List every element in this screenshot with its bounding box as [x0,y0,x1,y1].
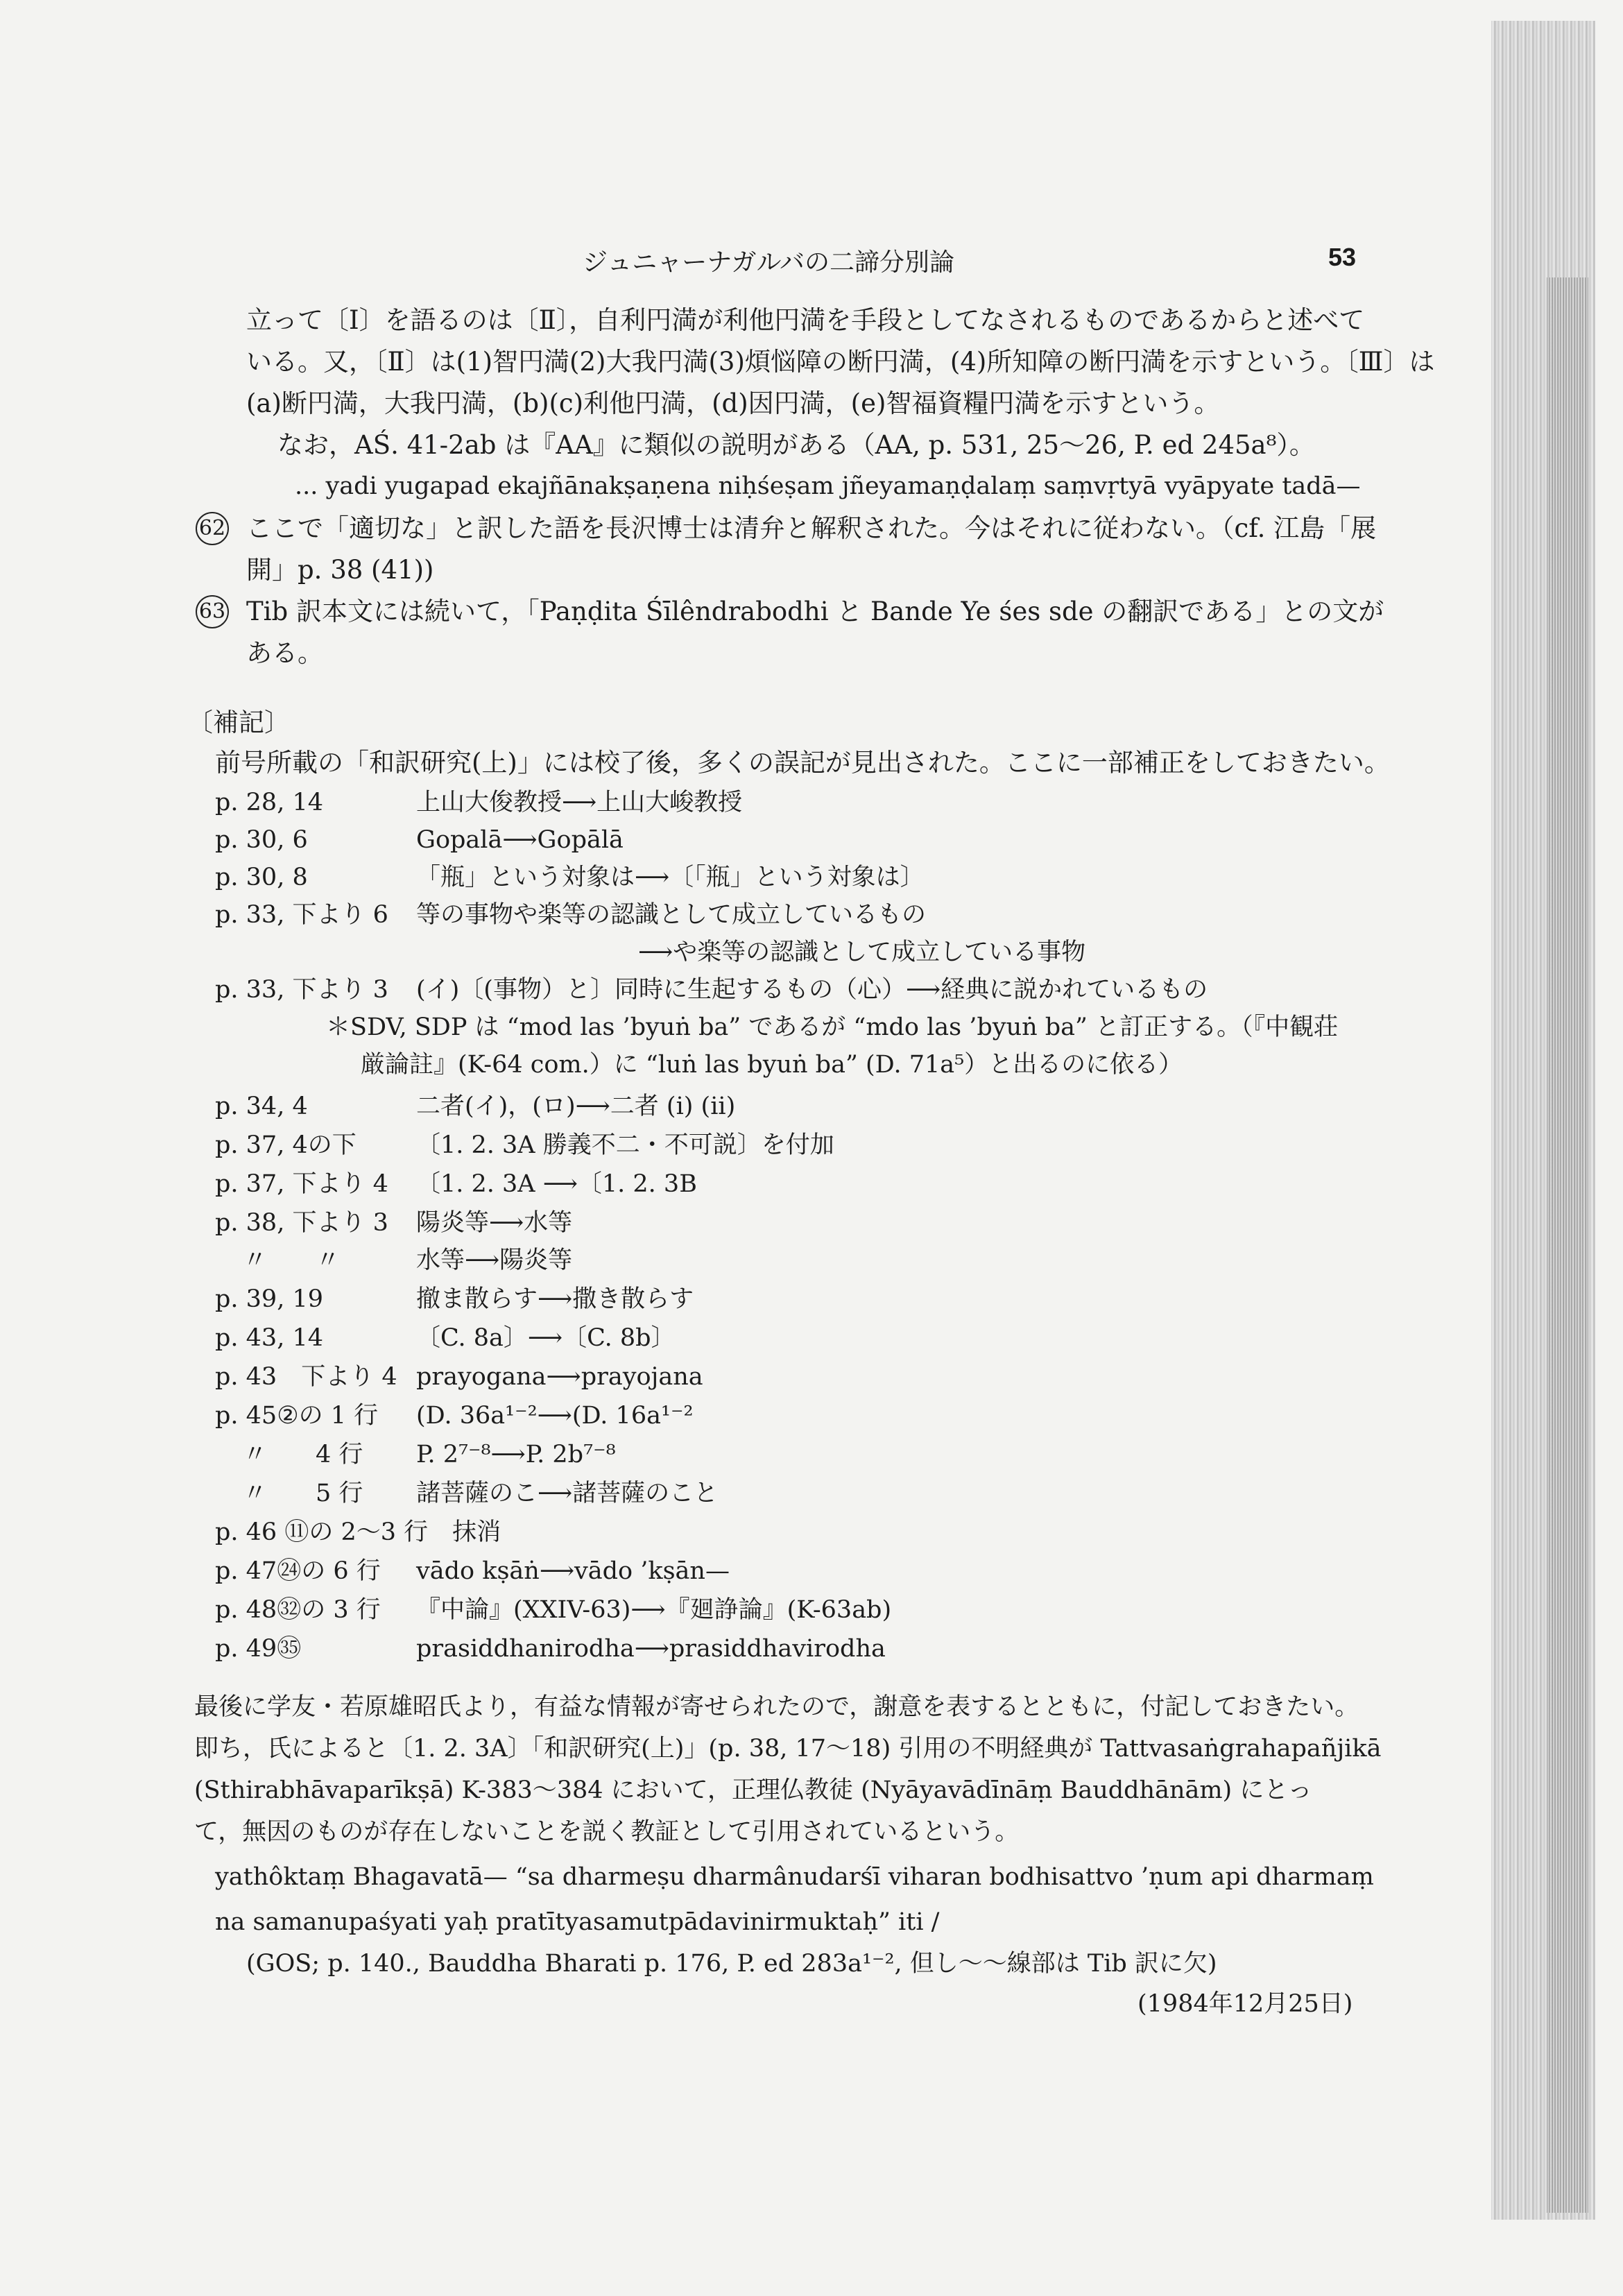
correction-text: 『中論』(XXIV-63)⟶『廻諍論』(K-63ab) [416,1596,892,1624]
correction-text: Gopalā⟶Gopālā [416,826,624,854]
correction-text: 〔C. 8a〕⟶〔C. 8b〕 [416,1324,676,1352]
correction-text: 等の事物や楽等の認識として成立しているもの [416,901,927,929]
correction-text: 〔1. 2. 3A 勝義不二・不可説〕を付加 [416,1131,834,1159]
final-line: 最後に学友・若原雄昭氏より，有益な情報が寄せられたので，謝意を表するとともに，付記しておきたい。 [194,1693,1359,1721]
sanskrit-quote: ... yadi yugapad ekajñānakṣaṇena niḥśeṣam jñeyamaṇḍalaṃ saṃvṛtyā vyāpyate tadā— [295,472,1361,500]
header-title: ジュニャーナガルバの二諦分別論 [583,248,955,277]
correction-ref: p. 46 ⑪の 2〜3 行 抹消 [215,1518,501,1546]
correction-text: (D. 36a¹⁻²⟶(D. 16a¹⁻² [416,1402,694,1430]
note-marker-63: 63 [196,595,229,628]
correction-text: 諸菩薩のこ⟶諸菩薩のこと [416,1480,719,1507]
correction-text: ⟶や楽等の認識として成立している事物 [638,939,1086,966]
correction-text: vādo kṣāṅ⟶vādo ’kṣān— [416,1557,730,1585]
correction-ref: p. 38, 下より 3 [215,1209,388,1237]
correction-ref: p. 47㉔の 6 行 [215,1557,381,1585]
correction-ref: p. 49㉟ [215,1635,302,1663]
note-62-line: 開」p. 38 (41)) [246,555,434,585]
citation-line: (GOS; p. 140., Bauddha Bharati p. 176, P. ed 283a¹⁻², 但し〜〜線部は Tib 訳に欠) [246,1950,1217,1978]
note-marker-62: 62 [196,512,229,545]
correction-ref: p. 33, 下より 6 [215,901,388,929]
section-intro: 前号所載の「和訳研究(上)」には校了後，多くの誤記が見出された。ここに一部補正をしておきたい。 [215,748,1390,778]
correction-ref: p. 43 下より 4 [215,1363,397,1391]
correction-ref: p. 30, 8 [215,864,308,891]
correction-text: 〔1. 2. 3A ⟶〔1. 2. 3B [416,1170,697,1198]
final-line: 即ち，氏によると〔1. 2. 3A〕「和訳研究(上)」(p. 38, 17〜18) 引用の不明経典が Tattvasaṅgrahapañjikā [194,1735,1382,1763]
note-line: なお，AŚ. 41-2ab は『AA』に類似の説明がある（AA, p. 531, 25〜26, P. ed 245a⁸）。 [277,430,1315,460]
sanskrit-quote: yathôktaṃ Bhagavatā— “sa dharmeṣu dharmânudarśī viharan bodhisattvo ’ṇum api dharmaṃ [215,1863,1374,1891]
correction-ref: p. 45②の 1 行 [215,1402,379,1430]
final-line: て，無因のものが存在しないことを説く教証として引用されているという。 [194,1818,1020,1846]
note-line: いる。又，〔Ⅱ〕は(1)智円満(2)大我円満(3)煩悩障の断円満，(4)所知障の断円満を示すという。〔Ⅲ〕は [246,347,1435,377]
correction-text: (イ)〔(事物）と〕同時に生起するもの（心）⟶経典に説かれているもの [416,976,1208,1004]
page-number: 53 [1328,243,1357,271]
correction-ref: 〃 5 行 [243,1480,363,1507]
correction-ref: p. 37, 4の下 [215,1131,357,1159]
date-stamp: (1984年12月25日) [1137,1990,1353,2018]
note-line: 立って〔Ⅰ〕を語るのは〔Ⅱ〕，自利円満が利他円満を手段としてなされるものであるからと述べて [246,305,1365,335]
note-62-line: ここで「適切な」と訳した語を長沢博士は清弁と解釈された。今はそれに従わない。（cf. 江島「展 [246,513,1377,543]
correction-ref: 〃 4 行 [243,1441,363,1468]
correction-text: 陽炎等⟶水等 [416,1209,573,1237]
correction-text: 上山大俊教授⟶上山大峻教授 [416,789,743,816]
correction-ref: p. 34, 4 [215,1093,308,1120]
correction-footnote: ＊SDV, SDP は “mod las ’byuṅ ba” であるが “mdo las ’byuṅ ba” と訂正する。（『中観荘 [326,1013,1339,1041]
sanskrit-quote: na samanupaśyati yaḥ pratītyasamutpādavinirmuktaḥ” iti / [215,1908,940,1936]
correction-ref: p. 43, 14 [215,1324,323,1352]
correction-text: prasiddhanirodha⟶prasiddhavirodha [416,1635,886,1663]
correction-text: 「瓶」という対象は⟶〔「瓶」という対象は〕 [416,864,925,891]
correction-text: 二者(イ)，(ロ)⟶二者 (i) (ii) [416,1093,736,1120]
page-edge [1547,277,1588,2213]
section-heading: 〔補記〕 [187,708,290,737]
correction-ref: p. 30, 6 [215,826,308,854]
running-header [0,243,1623,284]
correction-ref: 〃 〃 [243,1246,341,1274]
correction-text: P. 2⁷⁻⁸⟶P. 2b⁷⁻⁸ [416,1441,616,1468]
correction-ref: p. 37, 下より 4 [215,1170,388,1198]
correction-ref: p. 39, 19 [215,1285,323,1313]
correction-ref: p. 28, 14 [215,789,323,816]
correction-text: 水等⟶陽炎等 [416,1246,573,1274]
correction-ref: p. 33, 下より 3 [215,976,388,1004]
note-63-line: ある。 [246,638,323,668]
correction-text: 撤ま散らす⟶撒き散らす [416,1285,694,1313]
final-line: (Sthirabhāvaparīkṣā) K-383〜384 において，正理仏教徒 (Nyāyavādīnāṃ Bauddhānām) にとっ [194,1776,1312,1804]
correction-text: prayogana⟶prayojana [416,1363,703,1391]
note-line: (a)断円満，大我円満，(b)(c)利他円満，(d)因円満，(e)智福資糧円満を示すという。 [246,388,1220,418]
correction-ref: p. 48㉜の 3 行 [215,1596,381,1624]
note-63-line: Tib 訳本文には続いて，「Paṇḍita Śīlêndrabodhi と Bande Ye śes sde の翻訳である」との文が [246,597,1384,626]
correction-footnote: 厳論註』(K-64 com.）に “luṅ las byuṅ ba” (D. 71a⁵）と出るのに依る） [361,1051,1183,1079]
